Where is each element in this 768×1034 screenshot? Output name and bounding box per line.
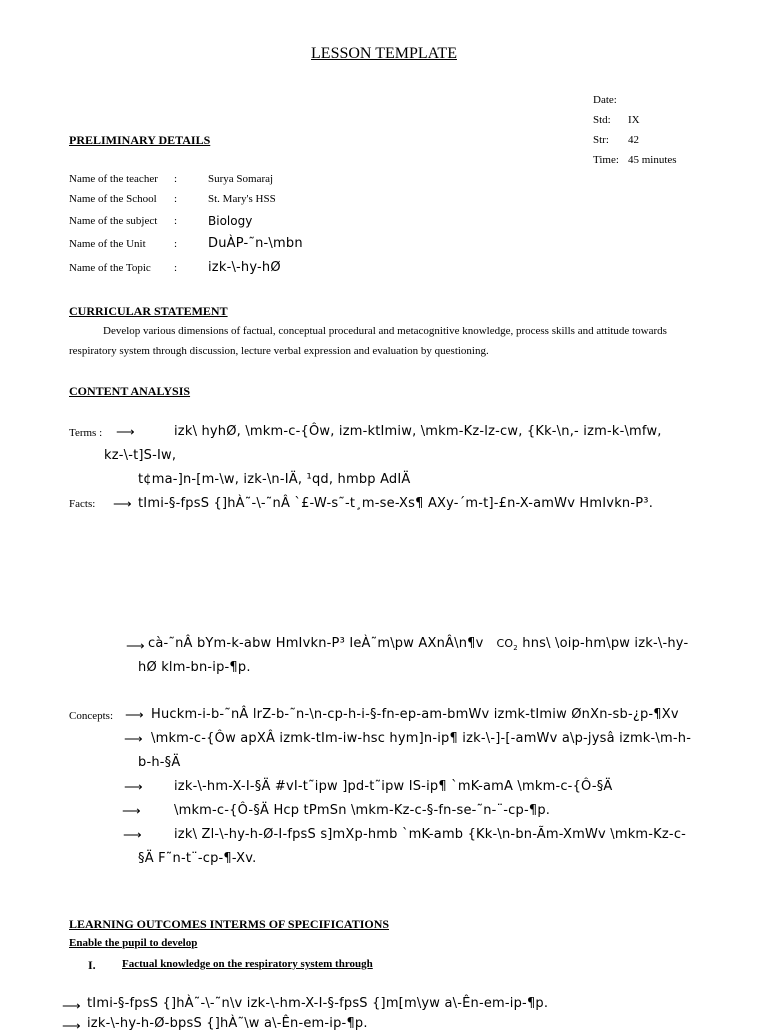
- outcome-number: I.: [88, 958, 96, 972]
- arrow-icon: ⟶: [116, 424, 135, 439]
- outcome-title: Factual knowledge on the respiratory system through: [122, 958, 373, 970]
- content-heading: CONTENT ANALYSIS: [69, 384, 191, 398]
- arrow-icon: ⟶: [126, 638, 145, 653]
- std-label: Std:: [593, 114, 611, 126]
- page-title: LESSON TEMPLATE: [311, 45, 457, 62]
- facts-line: [148, 636, 688, 652]
- detail-colon: :: [174, 262, 178, 274]
- concept-item: \mkm-c-{Ô-§Ä Hcp tPmSn \mkm-Kz-c-§-fn-se-˜n-¨-cp-¶p.: [174, 803, 551, 818]
- detail-label: Name of the subject: [69, 215, 158, 227]
- arrow-icon: ⟶: [123, 827, 142, 842]
- concept-item: §Ä F˜n-t¨-cp-¶-Xv.: [138, 851, 257, 866]
- facts-text: hns\ \oip-hm\pw izk-\-hy-: [522, 636, 689, 651]
- terms-line: izk\ hyhØ, \mkm-c-{Ôw, izm-ktImiw, \mkm-Kz-lz-cw, {Kk-\n,- izm-k-\mfw,: [174, 424, 662, 439]
- outcomes-heading: LEARNING OUTCOMES INTERMS OF SPECIFICATIONS: [69, 917, 390, 931]
- terms-line: kz-\-t]S-Iw,: [104, 448, 177, 463]
- date-label: Date:: [593, 94, 617, 106]
- time-label: Time:: [593, 154, 619, 166]
- detail-value-unit: DuÀP-˜n-\mbn: [208, 236, 303, 251]
- str-label: Str:: [593, 134, 609, 146]
- concept-item: b-h-§Ä: [138, 755, 181, 770]
- std-value: IX: [628, 114, 640, 126]
- preliminary-heading: PRELIMINARY DETAILS: [69, 133, 211, 147]
- curricular-text: Develop various dimensions of factual, conceptual procedural and metacognitive knowledge, process skills and attitude towards respiratory system through discussion, lecture verbal expression and evaluation by questioning.: [69, 325, 667, 357]
- arrow-icon: ⟶: [122, 803, 141, 818]
- outcomes-subheading: Enable the pupil to develop: [69, 937, 198, 949]
- detail-value-subject: Biology: [208, 214, 253, 228]
- arrow-icon: ⟶: [62, 1018, 81, 1033]
- detail-colon: :: [174, 215, 178, 227]
- outcome-line: izk-\-hy-h-Ø-bpsS {]hÀ˜\w a\-Ên-em-ip-¶p.: [87, 1016, 368, 1031]
- concept-item: izk-\-hm-X-I-§Ä #vI-t˜ipw ]pd-t˜ipw IS-ip¶ `mK-amA \mkm-c-{Ô-§Ä: [174, 779, 613, 794]
- arrow-icon: ⟶: [125, 707, 144, 722]
- detail-label: Name of the Unit: [69, 238, 146, 250]
- concept-item: izk\ Zl-\-hy-h-Ø-I-fpsS s]mXp-hmb `mK-amb {Kk-\n-bn-Ãm-XmWv \mkm-Kz-c-: [174, 827, 687, 842]
- arrow-icon: ⟶: [62, 998, 81, 1013]
- detail-label: Name of the Topic: [69, 262, 151, 274]
- concept-item: Huckm-i-b-˜nÂ lrZ-b-˜n-\n-cp-h-i-§-fn-ep-am-bmWv izmk-tImiw ØnXn-sb-¿p-¶Xv: [151, 707, 679, 722]
- detail-colon: :: [174, 173, 178, 185]
- co2-formula: $CO_2$: [496, 637, 518, 653]
- outcome-line: tImi-§-fpsS {]hÀ˜-\-˜n\v izk-\-hm-X-I-§-fpsS {]m[m\yw a\-Ên-em-ip-¶p.: [87, 996, 549, 1011]
- terms-label: Terms :: [69, 427, 103, 439]
- terms-line: t¢ma-]n-[m-\w, izk-\n-IÄ, ¹qd, hmbp AdIÄ: [138, 472, 411, 487]
- detail-colon: :: [174, 193, 178, 205]
- facts-line: tImi-§-fpsS {]hÀ˜-\-˜nÂ `£-W-s˜-t¸m-se-Xs¶ AXy-´m-t]-£n-X-amWv HmIvkn-P³.: [138, 496, 654, 511]
- arrow-icon: ⟶: [113, 496, 132, 511]
- detail-value-school: St. Mary's HSS: [208, 193, 276, 205]
- detail-value-teacher: Surya Somaraj: [208, 173, 274, 185]
- detail-label: Name of the School: [69, 193, 157, 205]
- facts-text: cà-˜nÂ bYm-k-abw HmIvkn-P³ IeÀ˜m\pw AXnÂ\n¶v: [148, 636, 484, 651]
- facts-label: Facts:: [69, 498, 96, 510]
- arrow-icon: ⟶: [124, 731, 143, 746]
- concepts-label: Concepts:: [69, 710, 113, 722]
- str-value: 42: [628, 134, 639, 146]
- time-value: 45 minutes: [628, 154, 677, 166]
- concept-item: \mkm-c-{Ôw apXÂ izmk-tIm-iw-hsc hym]n-ip¶ izk-\-]-[-amWv a\p-jysâ izmk-\m-h-: [151, 731, 692, 746]
- curricular-heading: CURRICULAR STATEMENT: [69, 304, 228, 318]
- detail-value-topic: izk-\-hy-hØ: [208, 260, 281, 275]
- arrow-icon: ⟶: [124, 779, 143, 794]
- facts-line: hØ klm-bn-ip-¶p.: [138, 660, 251, 675]
- detail-label: Name of the teacher: [69, 173, 158, 185]
- detail-colon: :: [174, 238, 178, 250]
